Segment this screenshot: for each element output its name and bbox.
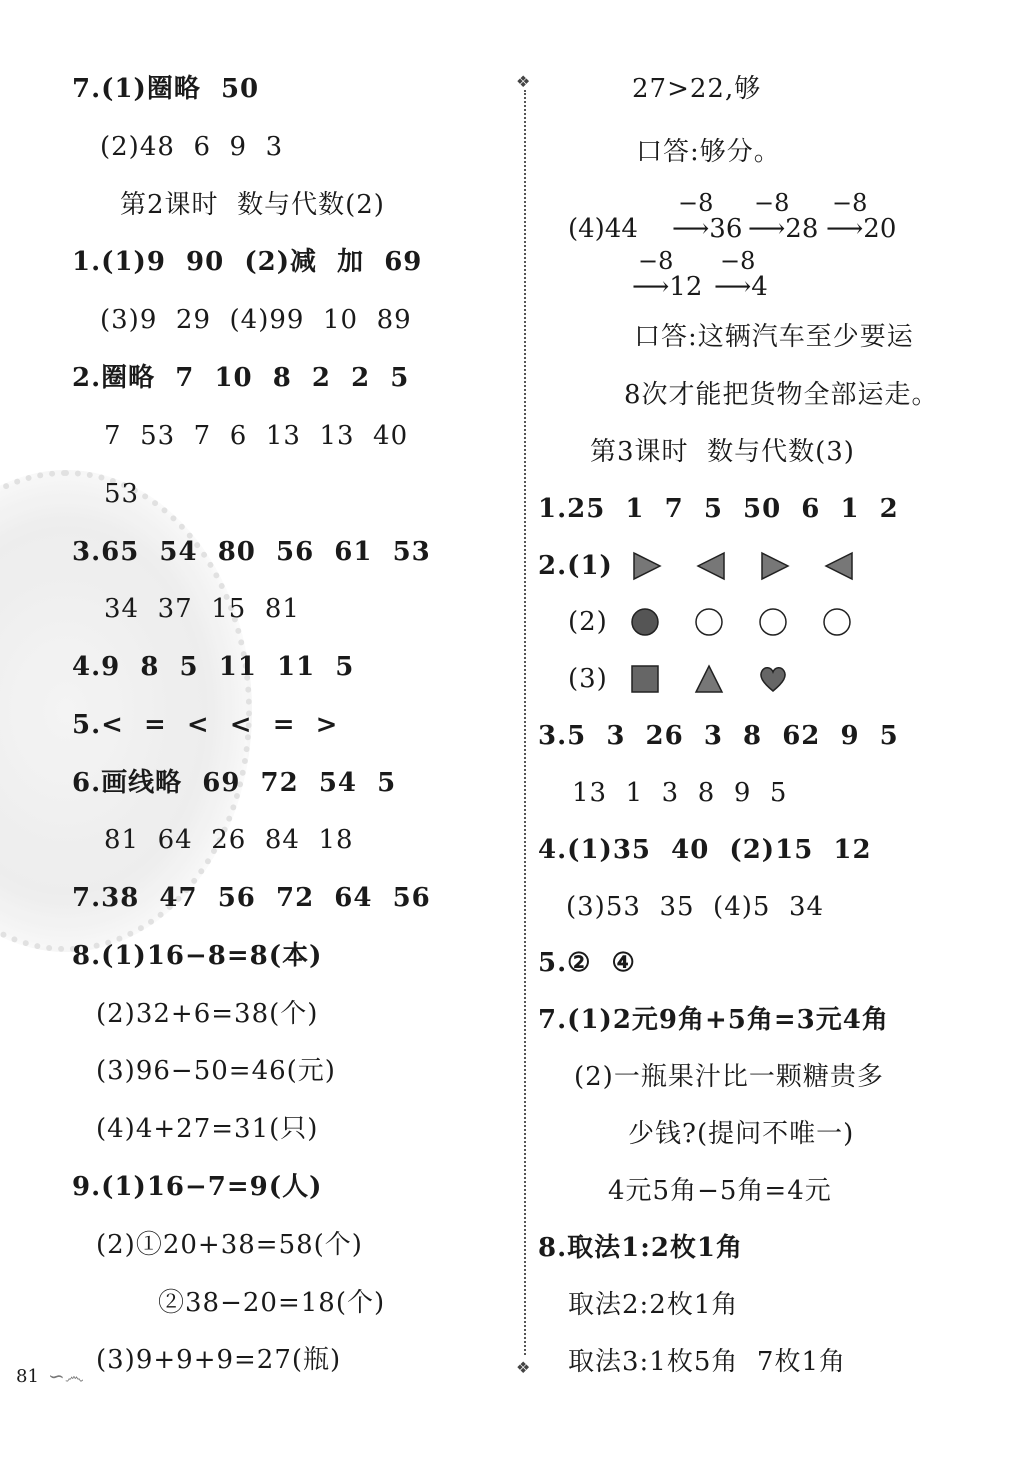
answer-line: 4.9 8 5 11 11 5 (72, 652, 355, 682)
answer-line: 53 (104, 479, 140, 509)
chain-step: −8 ⟶4 (714, 247, 768, 302)
answer-line: 口答:这辆汽车至少要运 (634, 322, 914, 352)
answer-line: 81 64 26 84 18 (104, 825, 354, 855)
triangle-up-icon (694, 664, 724, 694)
answer-line: (2)32+6=38(个) (96, 999, 319, 1029)
shape-row-1 (632, 551, 888, 581)
answer-line: 取法3:1枚5角 7枚1角 (568, 1347, 846, 1377)
answer-line: (3)96−50=46(元) (96, 1056, 336, 1086)
answer-line: 8次才能把货物全部运走。 (624, 380, 939, 410)
answer-line: (3)9+9+9=27(瓶) (96, 1345, 342, 1375)
shape-row-2 (630, 607, 886, 637)
triangle-right-icon (632, 551, 662, 581)
answer-line: (2)一瓶果汁比一颗糖贵多 (574, 1062, 884, 1092)
answer-line: 4.(1)35 40 (2)15 12 (538, 835, 872, 865)
answer-line: 2.(1) (538, 551, 613, 581)
chain-step: −8 ⟶12 (632, 247, 703, 302)
shape-row-3 (630, 664, 822, 694)
triangle-right-icon (760, 551, 790, 581)
divider-knot-top-icon: ❖ (516, 72, 531, 91)
divider-knot-bottom-icon: ❖ (516, 1358, 531, 1377)
answer-line: 7.(1)2元9角+5角=3元4角 (538, 1005, 889, 1035)
answer-line: (4)4+27=31(只) (96, 1114, 319, 1144)
chain-step: −8 ⟶28 (748, 189, 819, 244)
answer-line: 4元5角−5角=4元 (608, 1176, 832, 1206)
answer-line: 1.(1)9 90 (2)减 加 69 (72, 247, 423, 277)
answer-line: 5.② ④ (538, 948, 636, 978)
answer-line: 6.画线略 69 72 54 5 (72, 768, 397, 798)
answer-line: 8.(1)16−8=8(本) (72, 941, 323, 971)
triangle-left-icon (696, 551, 726, 581)
circle-empty-icon (694, 607, 724, 637)
answer-line: 3.5 3 26 3 8 62 9 5 (538, 721, 899, 751)
answer-line: (2)48 6 9 3 (100, 132, 284, 162)
page-number: 81 (16, 1366, 39, 1387)
chain-prefix: (4)44 (568, 214, 638, 244)
answer-line: 27>22,够 (632, 74, 762, 104)
answer-line: (3) (568, 664, 608, 694)
answer-line: 7.38 47 56 72 64 56 (72, 883, 431, 913)
answer-line: 34 37 15 81 (104, 594, 300, 624)
chain-step: −8 ⟶20 (826, 189, 897, 244)
section-heading: 第3课时 数与代数(3) (590, 437, 855, 467)
answer-line: 3.65 54 80 56 61 53 (72, 537, 431, 567)
answer-line: 7.(1)圈略 50 (72, 74, 260, 104)
square-icon (630, 664, 660, 694)
column-divider (524, 90, 526, 1355)
triangle-left-icon (824, 551, 854, 581)
answer-line: 9.(1)16−7=9(人) (72, 1172, 323, 1202)
chain-step: −8 ⟶36 (672, 189, 743, 244)
answer-line: (2)①20+38=58(个) (96, 1230, 363, 1260)
answer-line: 取法2:2枚1角 (568, 1290, 739, 1320)
heart-icon (758, 664, 788, 694)
answer-line: ②38−20=18(个) (158, 1288, 386, 1318)
answer-line: 1.25 1 7 5 50 6 1 2 (538, 494, 899, 524)
answer-line: 少钱?(提问不唯一) (628, 1119, 855, 1149)
answer-line: 13 1 3 8 9 5 (572, 778, 788, 808)
answer-line: (2) (568, 607, 608, 637)
answer-line: 2.圈略 7 10 8 2 2 5 (72, 363, 410, 393)
decorative-swirl-icon: ∽෴ (48, 1364, 84, 1388)
circle-empty-icon (822, 607, 852, 637)
circle-empty-icon (758, 607, 788, 637)
answer-line: 8.取法1:2枚1角 (538, 1233, 744, 1263)
answer-line: 7 53 7 6 13 13 40 (104, 421, 409, 451)
circle-filled-icon (630, 607, 660, 637)
section-heading: 第2课时 数与代数(2) (120, 190, 385, 220)
answer-line: 5.< = < < = > (72, 710, 339, 740)
answer-line: (3)53 35 (4)5 34 (566, 892, 825, 922)
answer-line: (3)9 29 (4)99 10 89 (100, 305, 412, 335)
answer-line: 口答:够分。 (636, 137, 781, 167)
